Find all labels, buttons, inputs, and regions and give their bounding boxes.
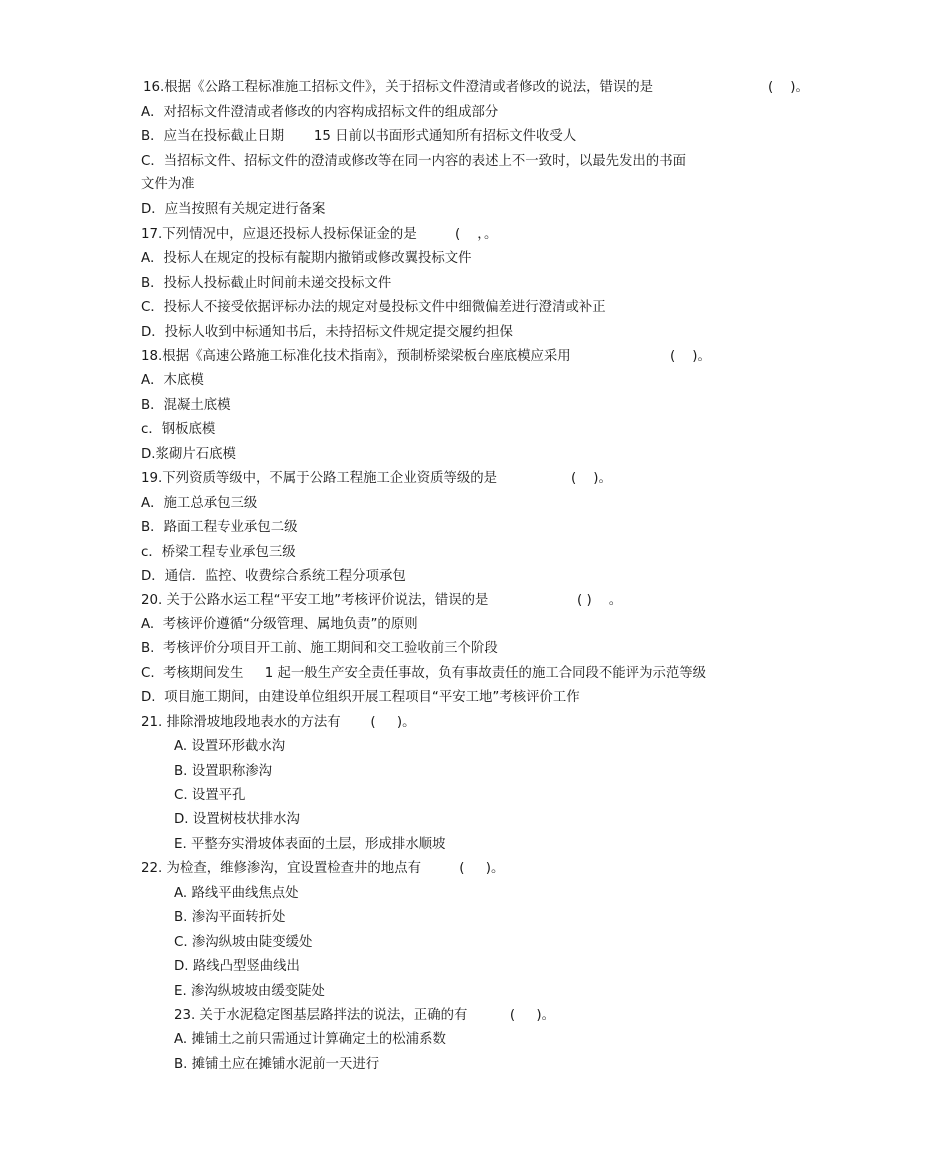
question-20-stem: 20. 关于公路水运工程“平安工地”考核评价说法，错误的是 bbox=[141, 593, 489, 608]
question-20-option-d: D. 项目施工期间，由建设单位组织开展工程项目“平安工地”考核评价工作 bbox=[141, 690, 580, 705]
question-18-option-d: D.浆砌片石底模 bbox=[141, 447, 236, 462]
question-16-option-b: B．应当在投标截止日期 15 日前以书面形式通知所有招标文件收受人 bbox=[141, 129, 577, 144]
question-16-option-c: C．当招标文件、招标文件的澄清或修改等在同一内容的表述上不一致时，以最先发出的书面 bbox=[141, 154, 686, 169]
question-16-answer-blank: ( )。 bbox=[768, 80, 809, 95]
question-17-option-d: D．投标人收到中标通知书后，未持招标文件规定提交履约担保 bbox=[141, 325, 513, 340]
question-22-option-a: A. 路线平曲线焦点处 bbox=[174, 886, 299, 901]
question-16-option-d: D．应当按照有关规定进行备案 bbox=[141, 202, 326, 217]
question-19-answer-blank: ( )。 bbox=[571, 471, 612, 486]
question-21-stem: 21. 排除滑坡地段地表水的方法有 ( )。 bbox=[141, 715, 416, 730]
question-20-option-a: A. 考核评价遵循“分级管理、属地负责”的原则 bbox=[141, 617, 418, 632]
question-16-stem: 16.根据《公路工程标准施工招标文件》，关于招标文件澄清或者修改的说法，错误的是 bbox=[143, 80, 654, 95]
question-18-option-c: c．钢板底模 bbox=[141, 422, 216, 437]
question-22-option-e: E. 渗沟纵坡坡由缓变陡处 bbox=[174, 984, 325, 999]
question-20-answer-blank: ( ) 。 bbox=[577, 593, 623, 608]
question-19-option-b: B．路面工程专业承包二级 bbox=[141, 520, 298, 535]
question-17-option-a: A．投标人在规定的投标有靛期内撤销或修改翼投标文件 bbox=[141, 251, 472, 266]
question-22-stem: 22. 为检查，维修渗沟，宜设置检查井的地点有 ( )。 bbox=[141, 861, 505, 876]
question-21-option-e: E. 平整夯实滑坡体表面的土层，形成排水顺坡 bbox=[174, 837, 446, 852]
question-18-stem: 18.根据《高速公路施工标准化技术指南》，预制桥梁梁板台座底模应采用 bbox=[141, 349, 571, 364]
question-22-option-d: D. 路线凸型竖曲线出 bbox=[174, 959, 300, 974]
question-21-option-c: C. 设置平孔 bbox=[174, 788, 246, 803]
question-19-option-c: c．桥梁工程专业承包三级 bbox=[141, 545, 296, 560]
question-21-option-b: B. 设置职称渗沟 bbox=[174, 764, 273, 779]
question-23-stem: 23. 关于水泥稳定图基层路拌法的说法，正确的有 ( )。 bbox=[174, 1008, 556, 1023]
question-19-option-a: A．施工总承包三级 bbox=[141, 496, 258, 511]
question-19-stem: 19.下列资质等级中，不属于公路工程施工企业资质等级的是 bbox=[141, 471, 498, 486]
question-16-option-c-continued: 文件为准 bbox=[141, 177, 195, 192]
question-20-option-c: C. 考核期间发生 1 起一般生产安全责任事故，负有事故责任的施工合同段不能评为示范等级 bbox=[141, 666, 707, 681]
question-23-option-a: A. 摊铺土之前只需通过计算确定土的松浦系数 bbox=[174, 1032, 446, 1047]
question-17-stem: 17.下列情况中，应退还投标人投标保证金的是 ( ，。 bbox=[141, 227, 498, 242]
question-17-option-b: B．投标人投标截止时间前未递交投标文件 bbox=[141, 276, 392, 291]
question-18-answer-blank: ( )。 bbox=[670, 349, 711, 364]
question-19-option-d: D．通信．监控、收费综合系统工程分项承包 bbox=[141, 569, 406, 584]
question-18-option-b: B．混凝土底模 bbox=[141, 398, 231, 413]
question-18-option-a: A．木底模 bbox=[141, 373, 204, 388]
question-23-option-b: B. 摊铺土应在摊铺水泥前一天进行 bbox=[174, 1057, 380, 1072]
question-22-option-c: C. 渗沟纵坡由陡变缓处 bbox=[174, 935, 313, 950]
question-22-option-b: B. 渗沟平面转折处 bbox=[174, 910, 286, 925]
question-21-option-a: A. 设置环形截水沟 bbox=[174, 739, 286, 754]
question-20-option-b: B. 考核评价分项目开工前、施工期间和交工验收前三个阶段 bbox=[141, 641, 498, 656]
question-21-option-d: D. 设置树枝状排水沟 bbox=[174, 812, 300, 827]
question-17-option-c: C．投标人不接受依据评标办法的规定对曼投标文件中细微偏差进行澄清或补正 bbox=[141, 300, 606, 315]
question-16-option-a: A．对招标文件澄清或者修改的内容构成招标文件的组成部分 bbox=[141, 105, 499, 120]
